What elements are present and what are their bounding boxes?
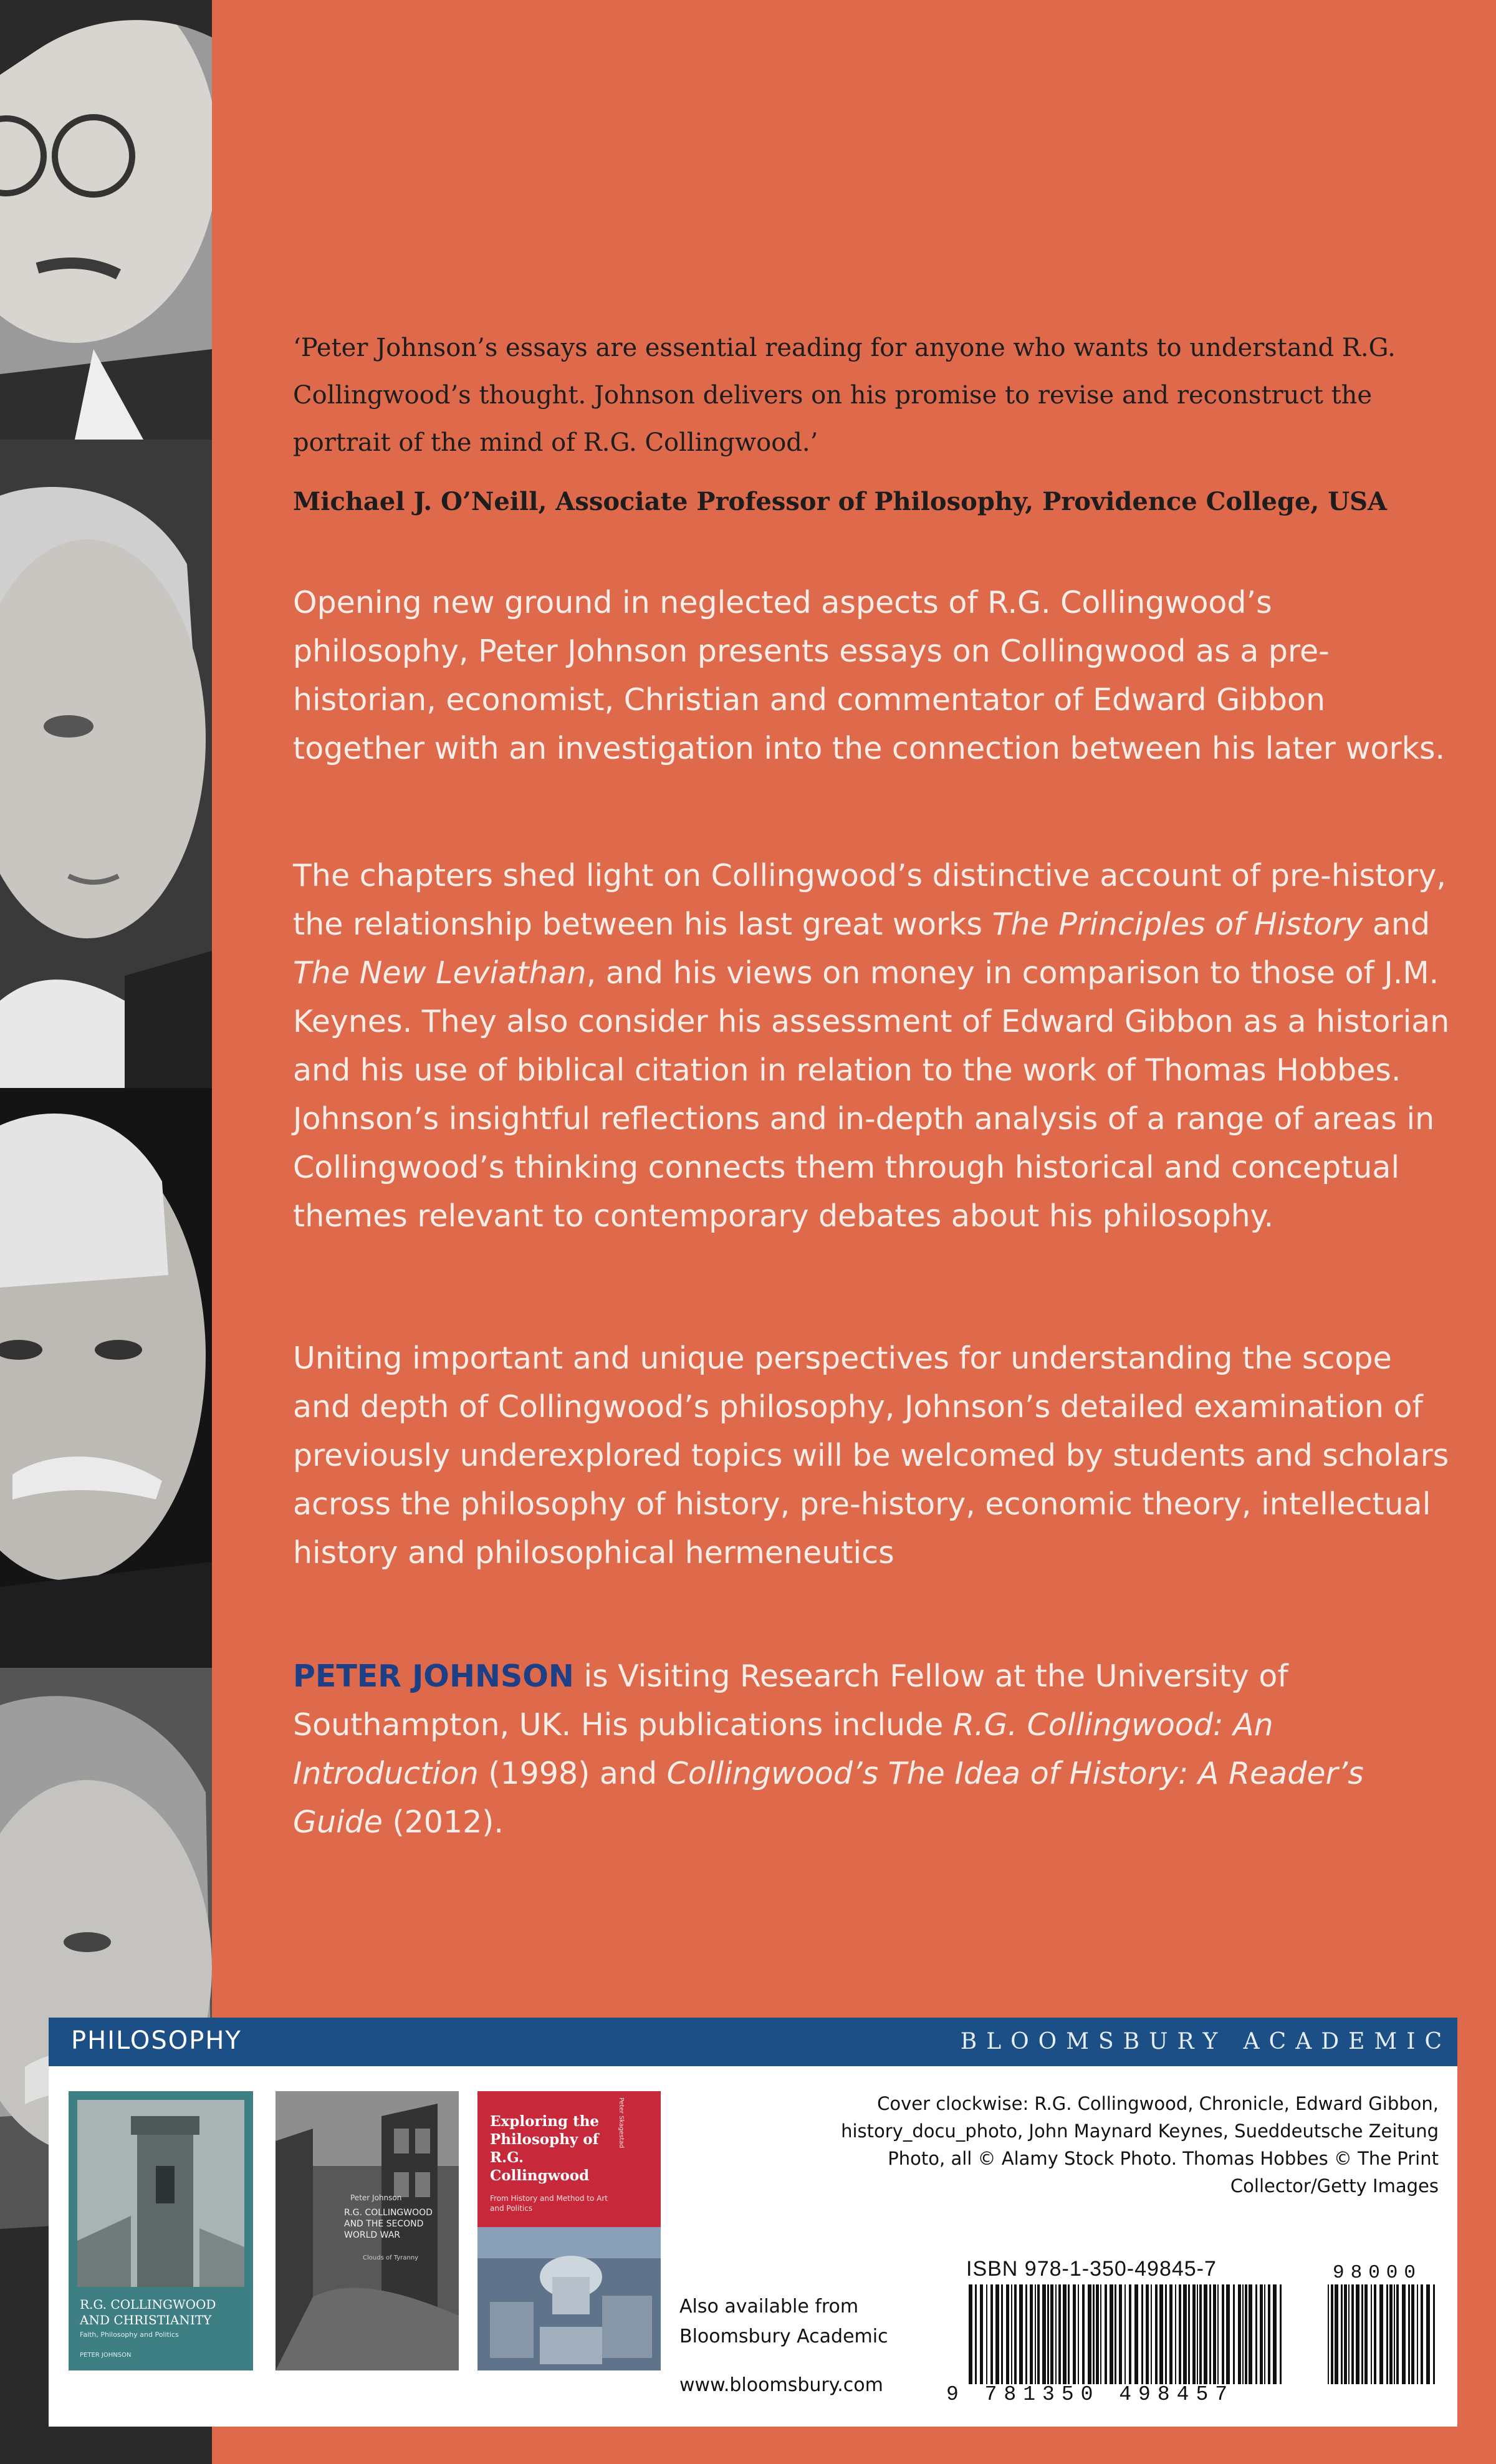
related-book-1: [69, 2091, 253, 2370]
portrait-gibbon: [0, 440, 212, 1088]
related-book-3: [477, 2091, 661, 2370]
barcode-bar: [1396, 2284, 1399, 2384]
barcode-bar: [1050, 2284, 1053, 2384]
barcode: [966, 2284, 1284, 2384]
related-book-2: [276, 2091, 459, 2370]
barcode-bar: [1134, 2284, 1138, 2384]
text-segment: is Visiting Research Fellow at the University of Southampton, UK. His publications include: [293, 1658, 1288, 1743]
barcode-bar: [1047, 2284, 1049, 2384]
endorsement-quote: ‘Peter Johnson’s essays are essential reading for anyone who wants to understand R.G. Collingwood’s thought. Johnson delivers on his promise to revise and reconstruct the portrait of the mind of R.G. Collingwood.’: [293, 334, 1396, 457]
also-available-line-2: Bloomsbury Academic: [679, 2326, 888, 2347]
barcode-bar: [1361, 2284, 1363, 2384]
description-paragraph-1: Opening new ground in neglected aspects of R.G. Collingwood’s philosophy, Peter Johnson presents essays on Collingwood as a pre-historian, economist, Christian and commentator of Edward Gibbon together with an investigation into the connection between his later works.: [293, 585, 1446, 766]
bottom-panel: [49, 2018, 1457, 2427]
description-paragraph-3: Uniting important and unique perspectives for understanding the scope and depth of Collingwood’s philosophy, Johnson’s detailed examination of previously underexplored topics will be welcomed by students and scholars across the philosophy of history, pre-history, economic theory, intellectual history and philosophical hermeneutics: [293, 1340, 1449, 1571]
barcode-bar: [1100, 2284, 1101, 2384]
book-1-author: PETER JOHNSON: [80, 2352, 132, 2359]
barcode-bar: [1213, 2284, 1216, 2384]
barcode-bar: [969, 2284, 972, 2384]
book-2-author: Peter Johnson: [350, 2193, 402, 2202]
barcode-bar: [1119, 2284, 1122, 2384]
barcode-bar: [1175, 2284, 1176, 2384]
barcode-bar: [1096, 2284, 1099, 2384]
barcode-bar: [1273, 2284, 1277, 2384]
description-paragraph-2: [293, 852, 1452, 1241]
barcode-bar: [1242, 2284, 1244, 2384]
barcode-bar: [1093, 2284, 1095, 2384]
barcode-digits: 9 781350 498457: [946, 2383, 1235, 2406]
book-1-subtitle: Faith, Philosophy and Politics: [80, 2331, 179, 2339]
barcode-bar: [1188, 2284, 1190, 2384]
barcode-bar: [1426, 2284, 1430, 2384]
barcode-bar: [1402, 2284, 1406, 2384]
barcode-bar: [1068, 2284, 1070, 2384]
barcode-bar: [1199, 2284, 1202, 2384]
book-title-italic: Collingwood’s The Idea of History: A Reader’s Guide: [293, 1756, 1364, 1840]
barcode-bar: [1063, 2284, 1067, 2384]
barcode-bar: [1335, 2284, 1338, 2384]
website-link[interactable]: www.bloomsbury.com: [679, 2374, 883, 2396]
barcode-bar: [1408, 2284, 1410, 2384]
barcode-bar: [1331, 2284, 1333, 2384]
barcode-bar: [1374, 2284, 1376, 2384]
barcode-bar: [1255, 2284, 1257, 2384]
barcode-bar: [1042, 2284, 1046, 2384]
barcode-bar: [1058, 2284, 1061, 2384]
subject-bar: [49, 2018, 1457, 2066]
book-title-italic: R.G. Collingwood: An Introduction: [293, 1707, 1273, 1791]
barcode-bar: [1197, 2284, 1198, 2384]
portrait-keynes: [0, 1088, 212, 1668]
barcode-bar: [1433, 2284, 1435, 2384]
author-bio: [293, 1652, 1452, 1847]
book-2-subtitle: Clouds of Tyranny: [363, 2255, 419, 2261]
publisher-name: BLOOMSBURY ACADEMIC: [960, 2029, 1451, 2054]
barcode-bar: [1183, 2284, 1187, 2384]
barcode-bar: [1351, 2284, 1354, 2384]
barcode-bar: [1389, 2284, 1393, 2384]
barcode-bar: [1209, 2284, 1211, 2384]
portrait-collingwood: [0, 0, 212, 440]
barcode-bar: [1233, 2284, 1235, 2384]
barcode-bar: [1217, 2284, 1219, 2384]
barcode-bar: [1226, 2284, 1230, 2384]
barcode-bar: [1159, 2284, 1163, 2384]
barcode-bar: [1356, 2284, 1359, 2384]
barcode-bar: [1088, 2284, 1091, 2384]
barcode-bar: [1192, 2284, 1196, 2384]
barcode-bar: [1105, 2284, 1107, 2384]
book-2-title: R.G. COLLINGWOOD AND THE SECOND WORLD WAR: [344, 2208, 433, 2240]
text-segment: , and his views on money in comparison to those of J.M. Keynes. They also consider his assessment of Edward Gibbon as a historian and his use of biblical citation in relation to the work of Thomas Hobbes. Johnson’s insightful reflections and in-depth analysis of a range of areas in Collingwood’s thinking connects them through historical and conceptual themes relevant to contemporary debates about his philosophy.: [293, 955, 1450, 1234]
text-segment: The chapters shed light on Collingwood’s distinctive account of pre-history, the relationship between his last great works: [293, 858, 1446, 942]
book-3-title: Exploring the Philosophy of R.G. Collingwood: [490, 2113, 600, 2184]
barcode-bar: [1115, 2284, 1116, 2384]
barcode-bar: [1371, 2284, 1372, 2384]
barcode-bar: [1341, 2284, 1343, 2384]
barcode-bar: [1011, 2284, 1012, 2384]
barcode-bar: [986, 2284, 987, 2384]
barcode-bar: [1238, 2284, 1241, 2384]
barcode-bar: [1014, 2284, 1017, 2384]
endorsement-attribution: Michael J. O’Neill, Associate Professor of Philosophy, Providence College, USA: [293, 487, 1388, 516]
text-segment: (2012).: [382, 1804, 504, 1840]
text-segment: (1998) and: [478, 1756, 667, 1791]
barcode-bar: [1001, 2284, 1003, 2384]
isbn-number: ISBN 978-1-350-49845-7: [966, 2257, 1217, 2281]
barcode-bar: [1129, 2284, 1131, 2384]
barcode-bar: [1249, 2284, 1252, 2384]
barcode-bar: [1386, 2284, 1388, 2384]
barcode-bar: [1245, 2284, 1247, 2384]
barcode-bar: [1146, 2284, 1149, 2384]
barcode-bar: [995, 2284, 999, 2384]
barcode-bar: [1151, 2284, 1152, 2384]
barcode-bar: [980, 2284, 983, 2384]
book-1-title: R.G. COLLINGWOOD AND CHRISTIANITY: [80, 2297, 216, 2327]
barcode-bar: [1411, 2284, 1414, 2384]
city-aerial-image: [477, 2227, 661, 2370]
book-title-italic: The New Leviathan: [293, 955, 587, 991]
barcode-bar: [990, 2284, 993, 2384]
barcode-bar: [975, 2284, 977, 2384]
barcode-bar: [1165, 2284, 1167, 2384]
barcode-bar: [1073, 2284, 1076, 2384]
barcode-bar: [1078, 2284, 1079, 2384]
barcode-bar: [1179, 2284, 1181, 2384]
barcode-bar: [1006, 2284, 1009, 2384]
also-available: [679, 2292, 888, 2352]
barcode-bar: [1348, 2284, 1350, 2384]
barcode-bar: [1421, 2284, 1423, 2384]
barcode-addon-digits: 98000: [1333, 2262, 1422, 2284]
church-tower-image: [69, 2091, 253, 2370]
barcode-bar: [1379, 2284, 1383, 2384]
barcode-bar: [1328, 2284, 1329, 2384]
barcode-bar: [1055, 2284, 1057, 2384]
barcode-bar: [1280, 2284, 1282, 2384]
barcode-bar: [1025, 2284, 1027, 2384]
barcode-bar: [1268, 2284, 1270, 2384]
cover-credits: Cover clockwise: R.G. Collingwood, Chronicle, Edward Gibbon, history_docu_photo, John Maynard Keynes, Sueddeutsche Zeitung Photo, all © Alamy Stock Photo. Thomas Hobbes © The Print Collector/Getty Images: [841, 2093, 1439, 2197]
barcode-bar: [1364, 2284, 1368, 2384]
barcode-bar: [1082, 2284, 1085, 2384]
also-available-line-1: Also available from: [679, 2296, 859, 2317]
author-name: PETER JOHNSON: [293, 1658, 574, 1694]
text-segment: and: [1363, 907, 1431, 942]
book-3-subtitle: From History and Method to Art and Politics: [490, 2194, 608, 2213]
barcode-bar: [1264, 2284, 1265, 2384]
barcode-bar: [1019, 2284, 1023, 2384]
barcode-bar: [1394, 2284, 1395, 2384]
barcode-bar: [1124, 2284, 1126, 2384]
barcode-bar: [1155, 2284, 1158, 2384]
barcode-bar: [1204, 2284, 1207, 2384]
barcode-bar: [1417, 2284, 1418, 2384]
barcode-bar: [1141, 2284, 1143, 2384]
barcode-bar: [1222, 2284, 1224, 2384]
subject-label: PHILOSOPHY: [71, 2026, 242, 2055]
barcode-bar: [1260, 2284, 1263, 2384]
book-title-italic: The Principles of History: [992, 907, 1363, 942]
barcode-bar: [1344, 2284, 1347, 2384]
book-3-spine-text: Peter Skagestad: [618, 2097, 625, 2149]
barcode-addon: [1325, 2284, 1437, 2384]
barcode-bar: [1037, 2284, 1040, 2384]
barcode-bar: [1030, 2284, 1033, 2384]
barcode-bar: [1035, 2284, 1036, 2384]
barcode-bar: [1169, 2284, 1172, 2384]
barcode-bar: [1110, 2284, 1113, 2384]
